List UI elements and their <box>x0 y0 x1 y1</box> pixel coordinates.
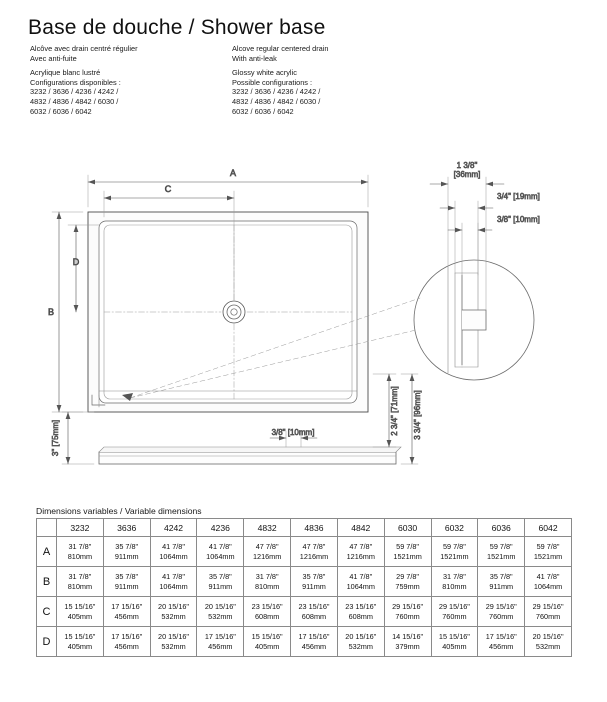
label-detail-34: 3/4" [19mm] <box>497 192 540 201</box>
cell-metric: 532mm <box>161 611 186 621</box>
table-row-label: C <box>37 597 57 627</box>
cell-metric: 1521mm <box>487 551 516 561</box>
cell-imperial: 14 15/16" <box>392 631 424 641</box>
table-row <box>37 627 572 657</box>
table-col-header: 6036 <box>478 519 525 537</box>
front-elevation-bevel <box>99 447 401 452</box>
cell-metric: 760mm <box>489 611 514 621</box>
cell-metric: 1216mm <box>252 551 282 561</box>
table-cell <box>244 567 291 597</box>
table-cell <box>197 537 244 567</box>
cell-imperial: 17 15/16" <box>111 631 143 641</box>
table-cell <box>150 567 197 597</box>
cell-imperial: 59 7/8" <box>489 541 513 551</box>
label-detail-138-mm: [36mm] <box>453 170 481 179</box>
table-cell <box>150 537 197 567</box>
cell-imperial: 17 15/16" <box>111 601 143 611</box>
spec-block <box>232 68 427 116</box>
table-col-header: 6032 <box>431 519 478 537</box>
spec-line: Alcôve avec drain centré régulier <box>30 44 138 53</box>
label-thickness-38: 3/8" [10mm] <box>271 428 315 437</box>
cell-imperial: 31 7/8" <box>442 571 466 581</box>
cell-imperial: 17 15/16" <box>204 631 236 641</box>
table-col-header: 4236 <box>197 519 244 537</box>
cell-imperial: 23 15/16" <box>251 601 283 611</box>
cell-metric: 532mm <box>208 611 233 621</box>
cell-metric: 911mm <box>114 581 139 591</box>
table-cell <box>525 537 572 567</box>
cell-imperial: 41 7/8" <box>162 571 185 581</box>
table-cell <box>337 537 384 567</box>
table-cell <box>337 597 384 627</box>
drawing-svg <box>0 155 607 500</box>
label-d: D <box>72 257 80 267</box>
label-height-3in: 3" [75mm] <box>51 419 60 457</box>
table-cell <box>197 597 244 627</box>
table-cell <box>244 597 291 627</box>
spec-line: Possible configurations : <box>232 77 313 87</box>
cell-imperial: 59 7/8" <box>396 541 420 551</box>
table-row <box>37 567 572 597</box>
cell-metric: 810mm <box>254 581 280 591</box>
cell-imperial: 47 7/8" <box>349 541 373 551</box>
spec-block <box>232 44 427 63</box>
cell-imperial: 47 7/8" <box>255 541 279 551</box>
table-row-label: A <box>37 537 57 567</box>
table-cell <box>57 567 104 597</box>
table-cell <box>337 567 384 597</box>
variable-dimensions-table <box>36 518 572 657</box>
spec-line: Alcove regular centered drain <box>232 44 329 53</box>
table-row-label: B <box>37 567 57 597</box>
cell-imperial: 15 15/16" <box>64 631 96 641</box>
table-col-header: 3636 <box>103 519 150 537</box>
label-c: C <box>164 184 172 194</box>
cell-imperial: 35 7/8" <box>302 571 326 581</box>
cell-metric: 456mm <box>208 641 233 651</box>
cell-metric: 379mm <box>395 641 420 651</box>
table-cell <box>197 567 244 597</box>
cell-imperial: 59 7/8" <box>442 541 466 551</box>
cell-imperial: 29 15/16" <box>532 601 564 611</box>
table-row-label: D <box>37 627 57 657</box>
table-cell <box>103 597 150 627</box>
cell-metric: 456mm <box>114 611 139 621</box>
table-cell <box>103 537 150 567</box>
table-cell <box>431 627 478 657</box>
cell-metric: 608mm <box>254 611 280 621</box>
cell-imperial: 20 15/16" <box>345 631 377 641</box>
spec-line: 4832 / 4836 / 4842 / 6030 / <box>232 96 321 106</box>
cell-metric: 1521mm <box>393 551 422 561</box>
spec-block <box>30 68 225 116</box>
cell-imperial: 41 7/8" <box>162 541 185 551</box>
table-col-header: 3232 <box>57 519 104 537</box>
spec-line: 6032 / 6036 / 6042 <box>232 106 294 116</box>
cell-imperial: 31 7/8" <box>255 571 279 581</box>
cell-metric: 532mm <box>348 641 373 651</box>
cell-metric: 760mm <box>535 611 561 621</box>
cell-imperial: 29 15/16" <box>485 601 517 611</box>
table-col-header: 4832 <box>244 519 291 537</box>
spec-line: Glossy white acrylic <box>232 68 297 78</box>
cell-imperial: 23 15/16" <box>345 601 377 611</box>
cell-metric: 1216mm <box>346 551 375 561</box>
table-col-header: 6042 <box>525 519 572 537</box>
table-cell <box>478 537 525 567</box>
cell-metric: 405mm <box>442 641 467 651</box>
cell-metric: 810mm <box>442 581 467 591</box>
cell-metric: 911mm <box>302 581 326 591</box>
table-cell <box>150 627 197 657</box>
cell-imperial: 17 15/16" <box>298 631 330 641</box>
spec-line: 4832 / 4836 / 4842 / 6030 / <box>30 96 119 106</box>
dimension-height <box>62 412 94 464</box>
spec-column-english <box>232 44 427 121</box>
label-a: A <box>229 168 237 178</box>
cell-imperial: 15 15/16" <box>64 601 96 611</box>
cell-metric: 608mm <box>348 611 373 621</box>
spec-line: Configurations disponibles : <box>30 77 121 87</box>
cell-imperial: 35 7/8" <box>489 571 513 581</box>
spec-line: With anti-leak <box>232 53 277 63</box>
spec-column-french <box>30 44 225 121</box>
cell-metric: 911mm <box>208 581 233 591</box>
cell-metric: 760mm <box>395 611 420 621</box>
spec-block <box>30 44 225 63</box>
spec-line: 3232 / 3636 / 4236 / 4242 / <box>232 87 321 97</box>
table-cell <box>244 627 291 657</box>
cell-imperial: 35 7/8" <box>115 541 139 551</box>
label-detail-38: 3/8" [10mm] <box>497 215 540 224</box>
cell-metric: 759mm <box>395 581 420 591</box>
page-title: Base de douche / Shower base <box>28 16 326 39</box>
cell-imperial: 20 15/16" <box>158 631 190 641</box>
cell-imperial: 29 15/16" <box>438 601 470 611</box>
table-col-header: 4842 <box>337 519 384 537</box>
spec-line: 3232 / 3636 / 4236 / 4242 / <box>30 87 119 97</box>
cell-imperial: 15 15/16" <box>438 631 470 641</box>
cell-imperial: 41 7/8" <box>349 571 373 581</box>
cell-imperial: 31 7/8" <box>68 541 92 551</box>
table-cell <box>384 567 431 597</box>
dimension-a <box>88 175 368 207</box>
table-cell <box>150 597 197 627</box>
table-header-row <box>37 519 572 537</box>
table-cell <box>337 627 384 657</box>
cell-imperial: 41 7/8" <box>208 541 232 551</box>
cell-imperial: 29 15/16" <box>392 601 424 611</box>
cell-metric: 1521mm <box>533 551 563 561</box>
cell-imperial: 20 15/16" <box>204 601 236 611</box>
technical-drawing <box>0 155 607 500</box>
cell-imperial: 15 15/16" <box>251 631 283 641</box>
table-cell <box>478 567 525 597</box>
cell-metric: 911mm <box>489 581 514 591</box>
table-cell <box>197 627 244 657</box>
label-detail-138: 1 3/8" <box>456 161 478 170</box>
cell-metric: 1064mm <box>159 581 188 591</box>
cell-imperial: 20 15/16" <box>158 601 190 611</box>
table-caption: Dimensions variables / Variable dimensions <box>36 506 202 516</box>
cell-imperial: 35 7/8" <box>208 571 232 581</box>
table-col-header: 4836 <box>291 519 338 537</box>
cell-metric: 456mm <box>489 641 514 651</box>
table-cell <box>244 537 291 567</box>
label-depth-234: 2 3/4" [71mm] <box>390 386 399 436</box>
cell-imperial: 35 7/8" <box>115 571 139 581</box>
table-cell <box>291 627 338 657</box>
table-cell <box>291 537 338 567</box>
cell-metric: 405mm <box>67 611 93 621</box>
cell-imperial: 20 15/16" <box>532 631 564 641</box>
table-cell <box>57 597 104 627</box>
table-cell <box>431 537 478 567</box>
cell-imperial: 17 15/16" <box>485 631 517 641</box>
table-row <box>37 597 572 627</box>
table-cell <box>525 627 572 657</box>
table-col-header: 4242 <box>150 519 197 537</box>
spec-line: Avec anti-fuite <box>30 53 77 63</box>
table-cell <box>431 567 478 597</box>
cell-metric: 810mm <box>67 581 93 591</box>
table-cell <box>384 627 431 657</box>
table-col-header: 6030 <box>384 519 431 537</box>
cell-metric: 405mm <box>67 641 93 651</box>
table-cell <box>384 537 431 567</box>
spec-line: 6032 / 6036 / 6042 <box>30 106 92 116</box>
table-cell <box>478 597 525 627</box>
cell-imperial: 31 7/8" <box>68 571 92 581</box>
cell-metric: 810mm <box>67 551 93 561</box>
cell-metric: 608mm <box>301 611 327 621</box>
cell-metric: 1216mm <box>299 551 329 561</box>
cell-imperial: 41 7/8" <box>536 571 560 581</box>
table-cell <box>103 567 150 597</box>
table-cell <box>384 597 431 627</box>
cell-metric: 532mm <box>535 641 561 651</box>
table-row <box>37 537 572 567</box>
table-corner-cell <box>37 519 57 537</box>
cell-metric: 1064mm <box>533 581 563 591</box>
table-cell <box>291 597 338 627</box>
table-cell <box>57 537 104 567</box>
label-b: B <box>47 307 55 317</box>
cell-imperial: 23 15/16" <box>298 601 330 611</box>
table-cell <box>525 567 572 597</box>
spec-line: Acrylique blanc lustré <box>30 68 101 78</box>
cell-imperial: 47 7/8" <box>302 541 326 551</box>
label-depth-334: 3 3/4" [96mm] <box>413 390 422 440</box>
cell-metric: 405mm <box>254 641 280 651</box>
table-cell <box>57 627 104 657</box>
cell-metric: 1064mm <box>346 581 375 591</box>
cell-imperial: 29 7/8" <box>396 571 420 581</box>
cell-metric: 1521mm <box>440 551 469 561</box>
table-cell <box>431 597 478 627</box>
table-cell <box>525 597 572 627</box>
cell-metric: 760mm <box>442 611 467 621</box>
cell-metric: 456mm <box>114 641 139 651</box>
cell-metric: 1064mm <box>206 551 235 561</box>
cell-imperial: 59 7/8" <box>536 541 560 551</box>
table-cell <box>291 567 338 597</box>
cell-metric: 1064mm <box>159 551 188 561</box>
cell-metric: 532mm <box>161 641 186 651</box>
front-elevation-bar <box>99 452 396 464</box>
table-cell <box>103 627 150 657</box>
cell-metric: 911mm <box>114 551 139 561</box>
table-cell <box>478 627 525 657</box>
cell-metric: 456mm <box>301 641 327 651</box>
